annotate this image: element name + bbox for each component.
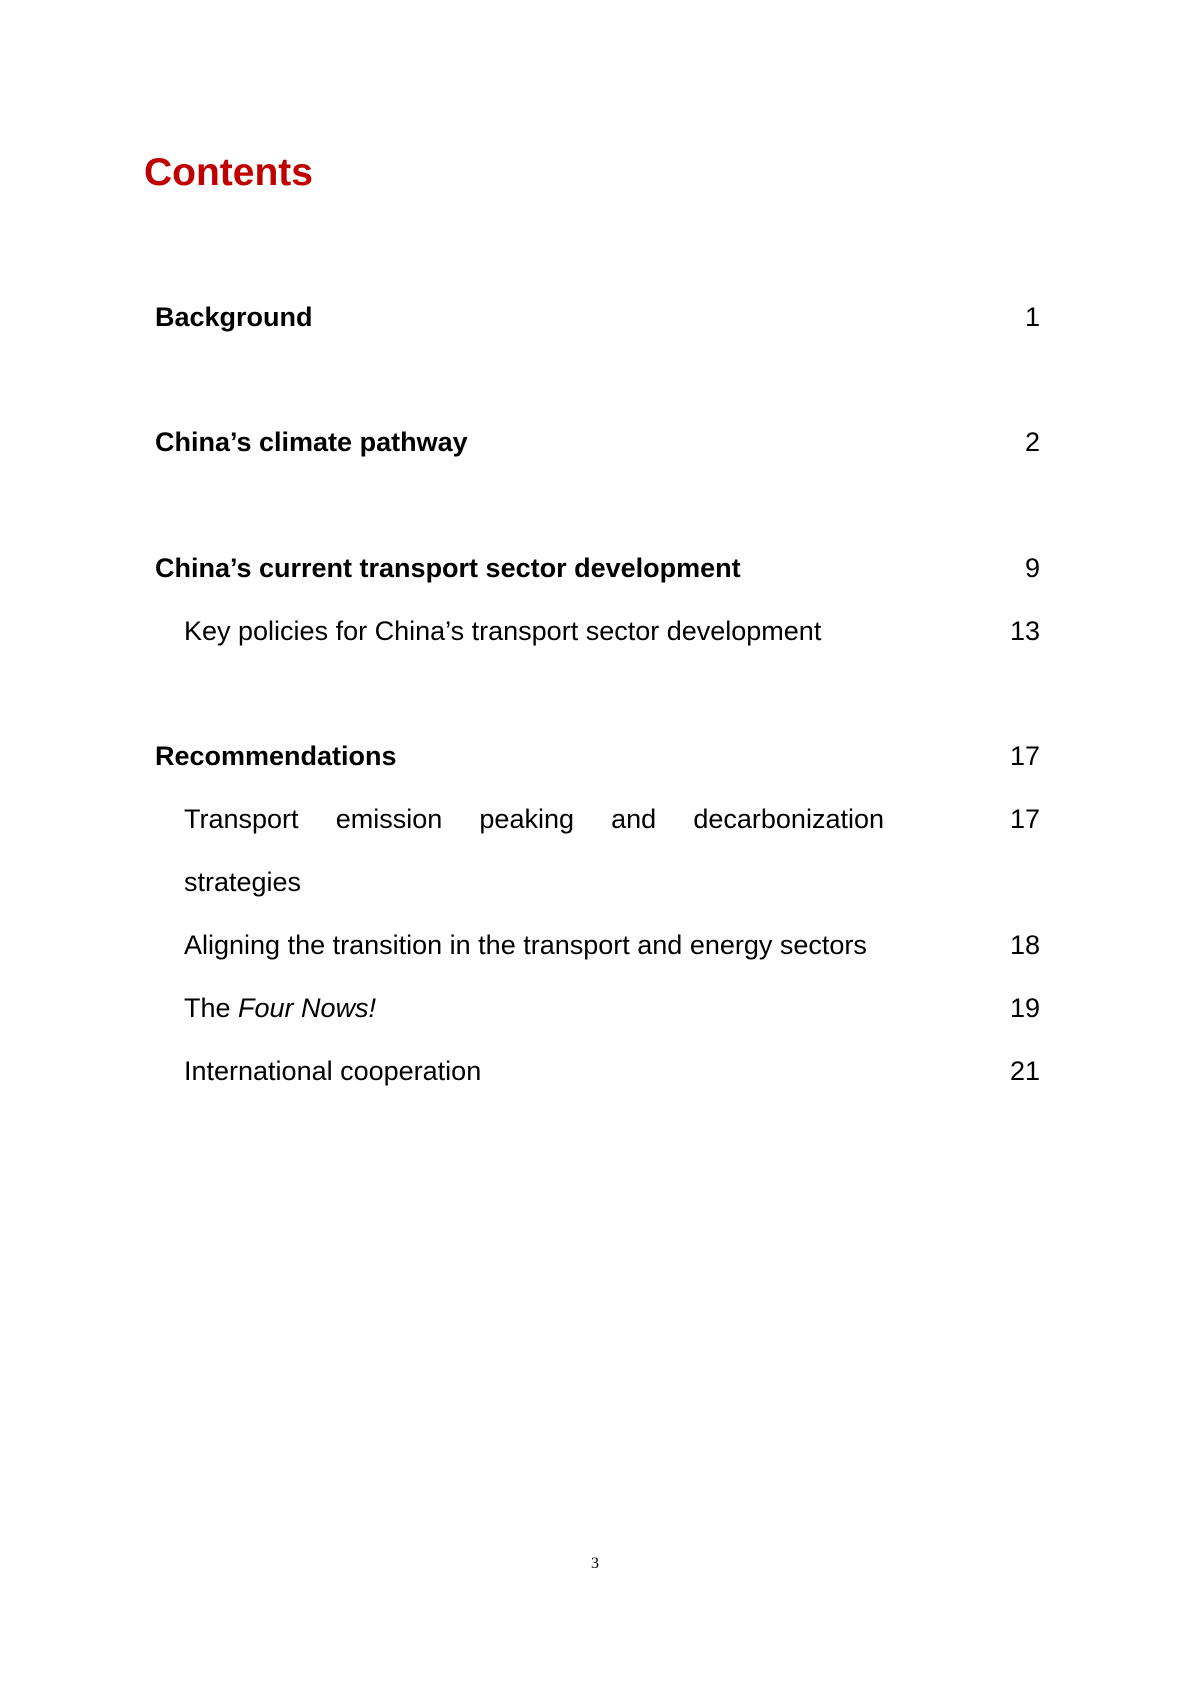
toc-entry-label-prefix: The: [184, 993, 239, 1023]
toc-entry-page: 21: [1009, 1056, 1040, 1086]
toc-entry-page: 18: [1009, 930, 1040, 960]
toc-entry-label: International cooperation: [184, 1056, 482, 1086]
toc-entry-page: 17: [1009, 804, 1040, 834]
page-title: Contents: [144, 151, 313, 194]
toc-entry-page: 2: [1024, 427, 1040, 457]
toc-entry-page: 13: [1009, 616, 1040, 646]
toc-entry-label: China’s current transport sector development: [155, 553, 741, 583]
toc-entry-label-italic: Four Nows!: [238, 993, 377, 1023]
toc-entry-page: 9: [1024, 553, 1040, 583]
toc-entry-label: Key policies for China’s transport sector development: [184, 616, 822, 646]
toc-entry-label: Recommendations: [155, 741, 397, 771]
toc-entry-label: China’s climate pathway: [155, 427, 468, 457]
toc-entry-label: Background: [155, 302, 313, 332]
toc-entry-label: [184, 991, 376, 1025]
footer-page-number: 3: [591, 1555, 599, 1572]
toc-entry-page: 17: [1009, 741, 1040, 771]
toc-entry-page: 1: [1024, 302, 1040, 332]
toc-entry-label-continued: strategies: [184, 867, 302, 897]
toc-entry-label: Aligning the transition in the transport and energy sectors: [184, 930, 867, 960]
toc-entry-page: 19: [1009, 993, 1040, 1023]
toc-entry-label: Transport emission peaking and decarbonization: [184, 804, 884, 834]
